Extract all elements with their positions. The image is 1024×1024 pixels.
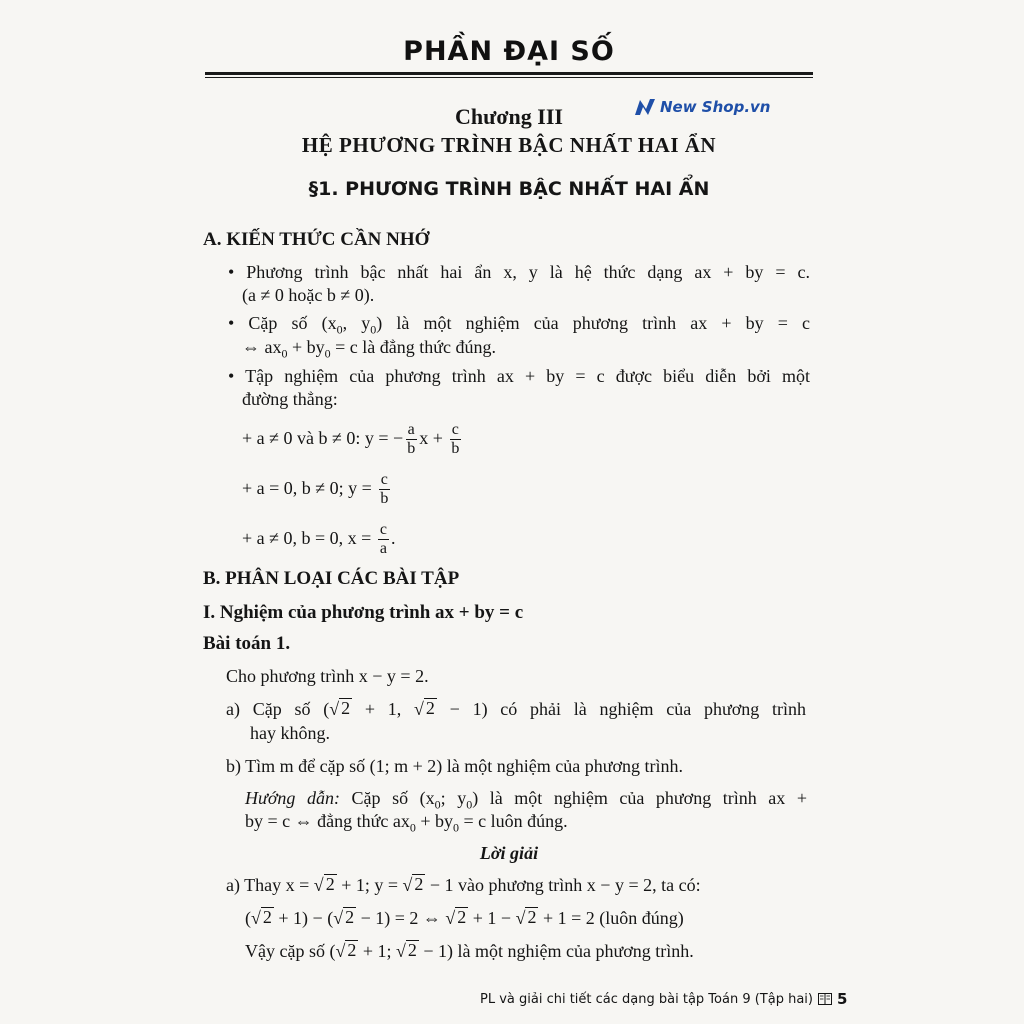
sqrt-2: √ 2 <box>313 874 335 895</box>
case-3-formula: + a ≠ 0, b = 0, x = $\frac{c}{a}$ . <box>242 521 396 558</box>
fraction-c-over-a: $\frac{c}{a}$ <box>379 521 387 558</box>
sqrt-2: √ 2 <box>333 907 355 928</box>
sqrt-2: √ 2 <box>515 907 537 928</box>
sqrt-2: √ 2 <box>402 874 424 895</box>
logo-text: New Shop.vn <box>660 98 771 116</box>
section-title: §1. PHƯƠNG TRÌNH BẬC NHẤT HAI ẨN <box>308 178 710 200</box>
bullet-1-line-1: • Phương trình bậc nhất hai ẩn x, y là hệ thức dạng ax + by = c. <box>228 262 810 282</box>
page-number: 5 <box>836 990 848 1008</box>
question-a-line-1: a) Cặp số ( √ 2 + 1, √ 2 − 1) có phải là nghiệm của phương trình <box>226 698 807 719</box>
problem-1-title: Bài toán 1. <box>203 633 291 654</box>
book-icon <box>818 993 832 1005</box>
bullet-2-line-1: • Cặp số ($x_0$, $y_0$) là một nghiệm của phương trình ax + by = c <box>228 313 811 337</box>
bullet-2-line-2: ⇔ $ax_0 + by_0 = c$ là đẳng thức đúng. <box>242 337 497 361</box>
sqrt-2: √ 2 <box>251 907 272 928</box>
solution-a-line-1: a) Thay x = √ 2 + 1; y = √ 2 − 1 vào phương trình x − y = 2, ta có: <box>226 874 701 895</box>
bullet-1-line-2: (a ≠ 0 hoặc b ≠ 0). <box>242 285 375 305</box>
book-title: PL và giải chi tiết các dạng bài tập Toán 9 (Tập hai) <box>480 991 813 1007</box>
header-rule-thick <box>205 72 813 75</box>
case-1-formula: + a ≠ 0 và b ≠ 0: y = − $\frac{a}{b}$ x + $\frac{c}{b}$ <box>242 421 460 458</box>
problem-given: Cho phương trình x − y = 2. <box>226 666 429 686</box>
hint-line-2: by = c ⇔ đẳng thức $ax_0 + by_0 = c$ luôn đúng. <box>245 811 568 835</box>
sqrt-2: √ 2 <box>396 940 417 961</box>
solution-conclusion: Vậy cặp số ( √ 2 + 1; √ 2 − 1) là một nghiệm của phương trình. <box>245 940 694 961</box>
page-footer <box>480 990 847 1008</box>
solution-equation: ( √ 2 + 1) − ( √ 2 − 1) = 2 ⇔ √ 2 + 1 − √ 2 + 1 = 2 (luôn đúng) <box>245 907 684 928</box>
sqrt-2: √ 2 <box>329 698 351 719</box>
question-b: b) Tìm m để cặp số (1; m + 2) là một nghiệm của phương trình. <box>226 756 684 776</box>
section-b-heading: B. PHÂN LOẠI CÁC BÀI TẬP <box>203 568 460 589</box>
sqrt-2: √ 2 <box>414 698 435 719</box>
sqrt-2: √ 2 <box>445 907 467 928</box>
question-a-line-2: hay không. <box>250 723 330 743</box>
case-2-formula: + a = 0, b ≠ 0; y = $\frac{c}{b}$ <box>242 471 389 508</box>
fraction-c-over-b-2: $\frac{c}{b}$ <box>380 471 389 508</box>
hint-line-1: Hướng dẫn: Cặp số ($x_0$; $y_0$) là một nghiệm của phương trình ax + <box>245 788 807 812</box>
header-rule-thin <box>205 77 813 78</box>
chapter-number: Chương III <box>455 104 563 129</box>
section-a-heading: A. KIẾN THỨC CẦN NHỚ <box>203 229 430 250</box>
chapter-name: HỆ PHƯƠNG TRÌNH BẬC NHẤT HAI ẨN <box>301 133 717 157</box>
subsection-1-heading: I. Nghiệm của phương trình ax + by = c <box>203 602 524 623</box>
part-title: PHẦN ĐẠI SỐ <box>403 36 615 67</box>
fraction-c-over-b: $\frac{c}{b}$ <box>451 421 460 458</box>
bullet-3-line-2: đường thẳng: <box>242 389 338 409</box>
fraction-a-over-b: $\frac{a}{b}$ <box>407 421 416 458</box>
solution-title: Lời giải <box>479 843 539 863</box>
bullet-3-line-1: • Tập nghiệm của phương trình ax + by = c được biểu diễn bởi một <box>228 366 810 386</box>
sqrt-2: √ 2 <box>335 940 357 961</box>
